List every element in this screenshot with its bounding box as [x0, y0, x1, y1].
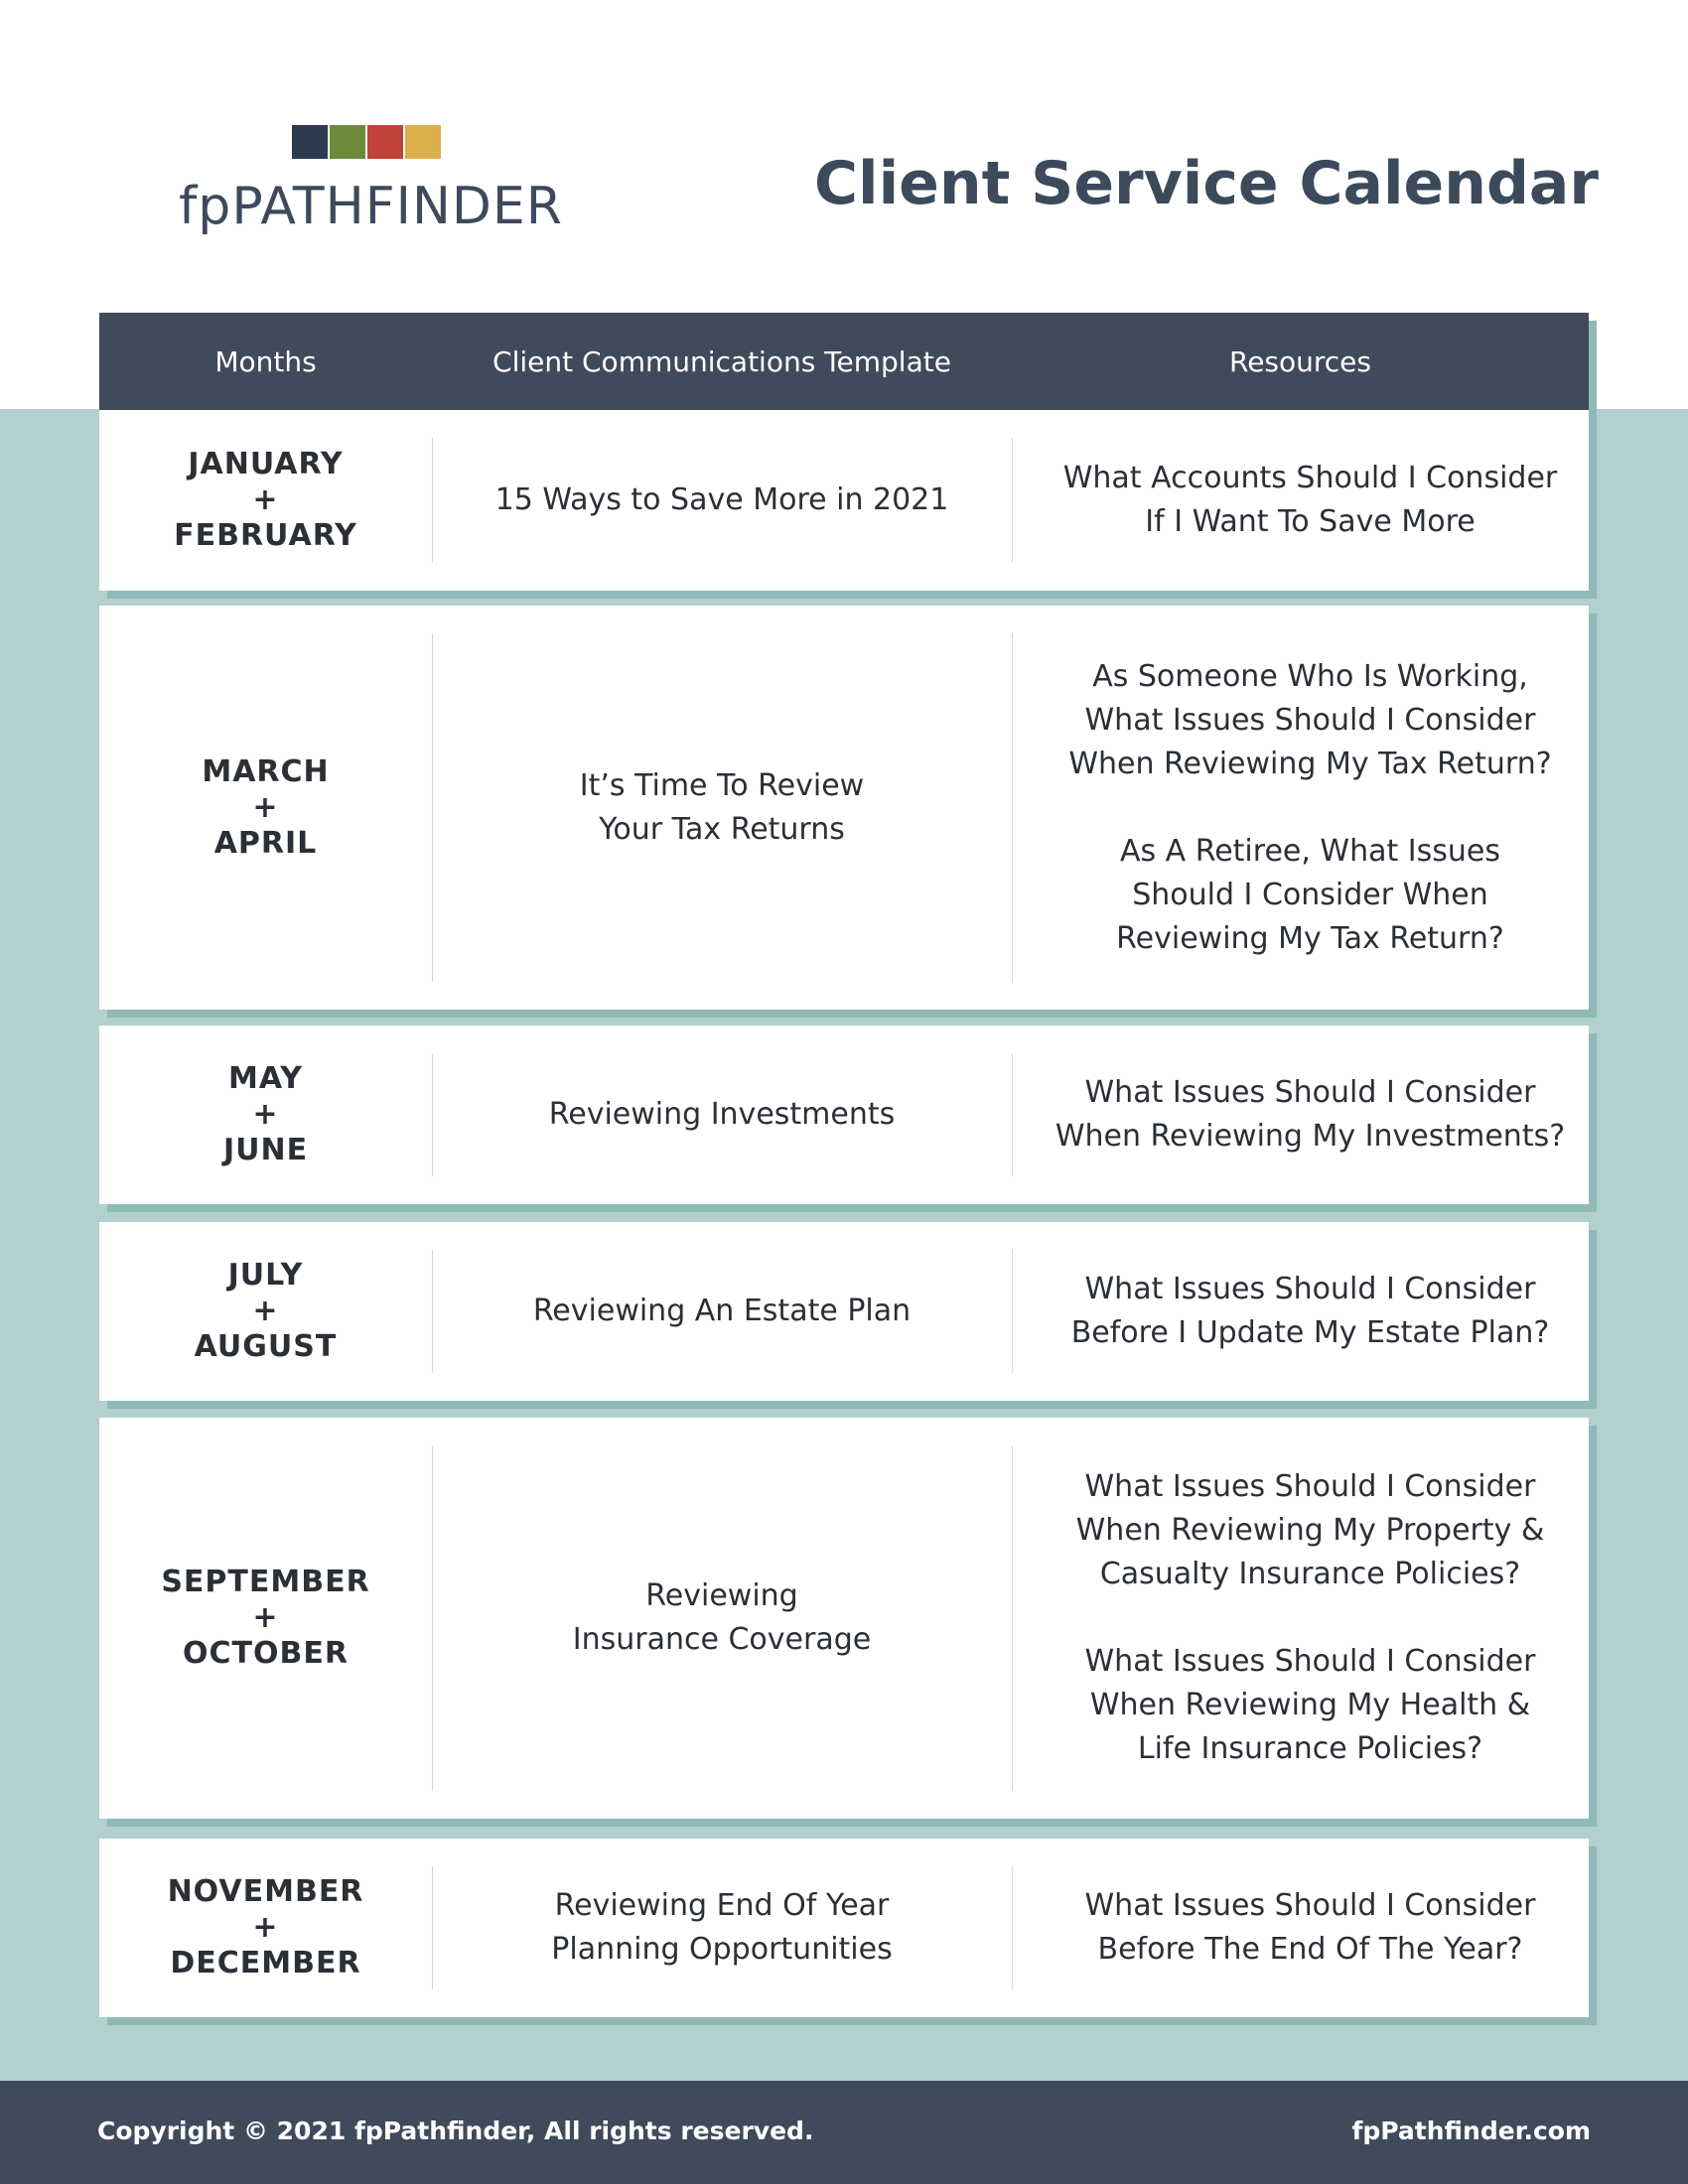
- month-start: SEPTEMBER: [161, 1565, 370, 1599]
- month-start: MARCH: [202, 753, 330, 789]
- resource-link[interactable]: As Someone Who Is Working, What Issues Should I Consider When Reviewing My Tax Return?: [1068, 658, 1552, 781]
- logo-block-red: [367, 125, 403, 159]
- resource-link[interactable]: As A Retiree, What Issues Should I Consider When Reviewing My Tax Return?: [1116, 833, 1504, 956]
- resource-cell: [1012, 410, 1609, 591]
- website-link[interactable]: fpPathfinder.com: [1351, 2116, 1591, 2145]
- plus-sign: +: [252, 482, 279, 517]
- table-row: [99, 606, 1589, 1010]
- plus-sign: +: [252, 789, 279, 825]
- table-row: [99, 1418, 1589, 1819]
- page-title: Client Service Calendar: [814, 149, 1599, 218]
- resource-link[interactable]: What Issues Should I Consider Before The End Of The Year?: [1084, 1888, 1536, 1967]
- month-end: OCTOBER: [183, 1636, 349, 1671]
- template-link[interactable]: Reviewing End Of Year Planning Opportunities: [551, 1888, 893, 1967]
- resource-cell: [1012, 1418, 1609, 1819]
- resource-link[interactable]: What Issues Should I Consider When Reviewing My Investments?: [1055, 1075, 1566, 1154]
- template-link[interactable]: Reviewing An Estate Plan: [532, 1294, 912, 1328]
- resource-cell: [1012, 606, 1609, 1010]
- header-template: Client Communications Template: [492, 344, 951, 378]
- header-months: Months: [214, 344, 317, 378]
- resource-link[interactable]: What Issues Should I Consider When Reviewing My Health & Life Insurance Policies?: [1084, 1644, 1536, 1766]
- month-end: JUNE: [222, 1133, 309, 1167]
- page-footer: [0, 2081, 1688, 2184]
- month-end: AUGUST: [194, 1329, 338, 1364]
- copyright-text: Copyright © 2021 fpPathfinder, All rights reserved.: [97, 2116, 814, 2145]
- month-start: JULY: [227, 1258, 304, 1293]
- template-link[interactable]: Reviewing Investments: [548, 1097, 896, 1132]
- month-end: DECEMBER: [170, 1946, 361, 1980]
- month-cell: [99, 1839, 432, 2017]
- month-cell: [99, 1025, 432, 1204]
- table-row: [99, 1839, 1589, 2017]
- logo-color-blocks: [292, 125, 451, 159]
- table-header: [99, 313, 1589, 410]
- template-link[interactable]: Reviewing Insurance Coverage: [572, 1578, 872, 1657]
- resource-cell: [1012, 1222, 1609, 1401]
- logo-block-gold: [405, 125, 441, 159]
- table-row: [99, 1222, 1589, 1401]
- resource-link[interactable]: What Accounts Should I Consider If I Want To Save More: [1062, 461, 1558, 539]
- month-cell: [99, 1418, 432, 1819]
- resource-cell: [1012, 1025, 1609, 1204]
- logo-wordmark: fpPATHFINDER: [179, 177, 563, 236]
- month-end: APRIL: [213, 825, 318, 861]
- month-cell: [99, 606, 432, 1010]
- resource-link[interactable]: What Issues Should I Consider When Reviewing My Property & Casualty Insurance Policies?: [1075, 1469, 1545, 1591]
- plus-sign: +: [252, 1910, 279, 1945]
- template-link[interactable]: It’s Time To Review Your Tax Returns: [579, 767, 865, 847]
- resource-cell: [1012, 1839, 1609, 2017]
- logo-block-navy: [292, 125, 328, 159]
- plus-sign: +: [252, 1600, 279, 1635]
- plus-sign: +: [252, 1294, 279, 1328]
- table-row: [99, 1025, 1589, 1204]
- template-link[interactable]: 15 Ways to Save More in 2021: [494, 482, 949, 517]
- header-resources: Resources: [1229, 344, 1371, 378]
- month-start: NOVEMBER: [167, 1874, 364, 1909]
- logo-block-green: [330, 125, 365, 159]
- month-cell: [99, 410, 432, 591]
- plus-sign: +: [252, 1097, 279, 1132]
- table-row: [99, 410, 1589, 591]
- resource-link[interactable]: What Issues Should I Consider Before I Update My Estate Plan?: [1070, 1272, 1550, 1350]
- month-start: MAY: [228, 1061, 303, 1096]
- month-end: FEBRUARY: [174, 518, 357, 553]
- month-cell: [99, 1222, 432, 1401]
- month-start: JANUARY: [188, 447, 344, 481]
